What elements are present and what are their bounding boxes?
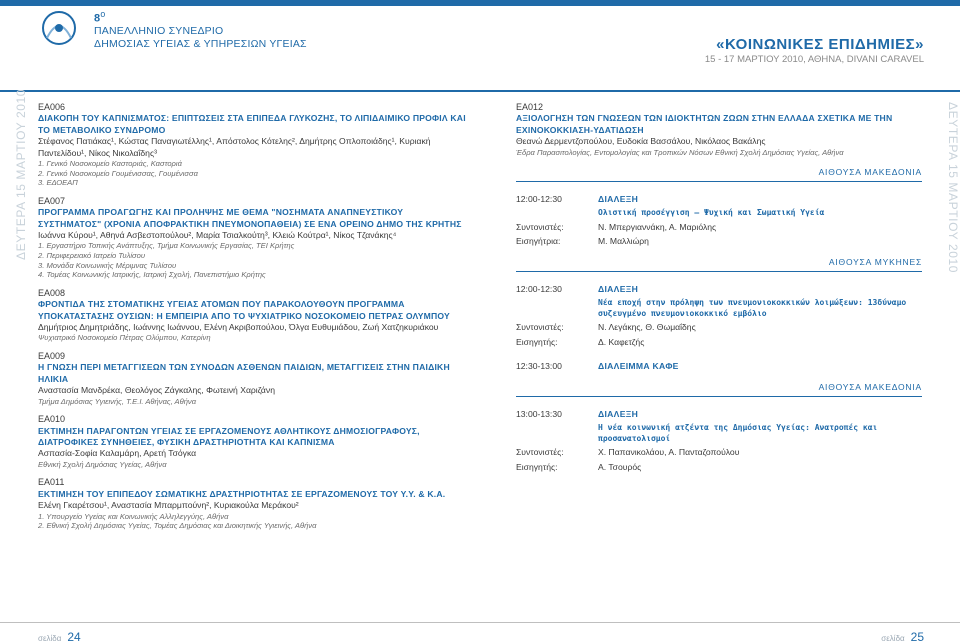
speaker: Μ. Μαλλιώρη bbox=[598, 235, 649, 246]
session-affiliation: Έδρα Παρασιτολογίας, Εντομολογίας και Τροπικών Νόσων Εθνική Σχολή Δημόσιας Υγείας, Αθήνα bbox=[516, 147, 844, 157]
session-code: ΕΑ010 bbox=[38, 414, 66, 425]
left-column bbox=[38, 102, 468, 539]
session-affiliation: 3. ΕΔΟΕΑΠ bbox=[38, 178, 78, 188]
page-number: 25 bbox=[910, 630, 924, 641]
session-affiliation: 1. Γενικό Νοσοκομείο Καστοριάς, Καστοριά bbox=[38, 159, 182, 169]
time-slot: 13:00-13:30 bbox=[516, 408, 562, 419]
session-authors: Στέφανος Πατιάκας¹, Κώστας Παναγιωτέλλης¹, Απόστολος Κότελης², Δημήτρης Οπλοποιάδης¹, Κυριακή Παντελίδου¹, Νίκος Νικολαΐδης³ bbox=[38, 136, 431, 158]
session-affiliation: 2. Εθνική Σχολή Δημόσιας Υγείας, Τομέας Δημόσιας και Διοικητικής Υγιεινής, Αθήνα bbox=[38, 521, 317, 531]
right-column bbox=[516, 102, 922, 476]
schedule-row bbox=[516, 194, 922, 205]
page-label: σελίδα bbox=[38, 634, 62, 641]
session-title: ΠΡΟΓΡΑΜΜΑ ΠΡΟΑΓΩΓΗΣ ΚΑΙ ΠΡΟΛΗΨΗΣ ΜΕ ΘΕΜΑ "ΝΟΣΗΜΑΤΑ ΑΝΑΠΝΕΥΣΤΙΚΟΥ ΣΥΣΤΗΜΑΤΟΣ" (ΧΡΟΝΙΑ ΑΠΟΦΡΑΚΤΙΚΗ ΠΝΕΥΜΟΝΟΠΑΘΕΙΑ) ΣΕ ΕΝΑ ΟΡΕΙΝΟ ΔΗΜΟ ΤΗΣ ΚΡΗΤΗΣ bbox=[38, 207, 462, 229]
side-date-right-text: ΔΕΥΤΕΡΑ 15 ΜΑΡΤΙΟΥ 2010 bbox=[946, 102, 960, 274]
coordinators: Ν. Μπεργιαννάκη, Α. Μαριόλης bbox=[598, 221, 717, 232]
session-affiliation: Εθνική Σχολή Δημόσιας Υγείας, Αθήνα bbox=[38, 459, 167, 469]
side-date-left-text: ΔΕΥΤΕΡΑ 15 ΜΑΡΤΙΟΥ 2010 bbox=[14, 88, 28, 260]
schedule-row bbox=[516, 447, 922, 458]
lecture-title: Νέα εποχή στην πρόληψη των πνευμονιοκοκκικών λοιμώξεων: 13δύναμο συζευγμένο πνευμονιοκοκκικό εμβόλιο bbox=[598, 298, 907, 318]
session-title: ΑΞΙΟΛΟΓΗΣΗ ΤΩΝ ΓΝΩΣΕΩΝ ΤΩΝ ΙΔΙΟΚΤΗΤΩΝ ΖΩΩΝ ΣΤΗΝ ΕΛΛΑΔΑ ΣΧΕΤΙΚΑ ΜΕ ΤΗΝ ΕΧΙΝΟΚΟΚΚΙΑΣΗ-ΥΔΑΤΙΔΩΣΗ bbox=[516, 113, 893, 135]
schedule-row bbox=[516, 462, 922, 473]
session-affiliation: Ψυχιατρικό Νοσοκομείο Πέτρας Ολύμπου, Κατερίνη bbox=[38, 333, 211, 343]
event-kind: ΔΙΑΛΕΞΗ bbox=[598, 408, 639, 419]
footer-divider bbox=[0, 622, 960, 623]
room-label: ΑΙΘΟΥΣΑ ΜΑΚΕΔΟΝΙΑ bbox=[516, 167, 922, 181]
lecture-title: Ολιστική προσέγγιση – Ψυχική και Σωματική Υγεία bbox=[598, 208, 825, 218]
session-ea011 bbox=[38, 477, 468, 530]
coordinators-label: Συντονιστές: bbox=[516, 221, 564, 232]
schedule-row bbox=[516, 236, 922, 247]
coordinators: Ν. Λεγάκης, Θ. Θωμαΐδης bbox=[598, 322, 696, 333]
conference-topic: «ΚΟΙΝΩΝΙΚΕΣ ΕΠΙΔΗΜΙΕΣ» bbox=[716, 36, 924, 53]
speaker: Δ. Καφετζής bbox=[598, 336, 645, 347]
page-number-right bbox=[881, 630, 924, 641]
conference-dateline: 15 - 17 ΜΑΡΤΙΟΥ 2010, ΑΘΗΝΑ, DIVANI CARAVEL bbox=[704, 54, 924, 65]
speaker-label: Εισηγητής: bbox=[516, 461, 558, 472]
session-ea010 bbox=[38, 414, 468, 469]
schedule-row bbox=[516, 361, 922, 372]
time-slot: 12:30-13:00 bbox=[516, 360, 562, 371]
session-code: ΕΑ009 bbox=[38, 351, 66, 362]
session-ea009 bbox=[38, 351, 468, 406]
session-title: Η ΓΝΩΣΗ ΠΕΡΙ ΜΕΤΑΓΓΙΣΕΩΝ ΤΩΝ ΣΥΝΟΔΩΝ ΑΣΘΕΝΩΝ ΠΑΙΔΙΩΝ, ΜΕΤΑΓΓΙΣΕΙΣ ΣΤΗΝ ΠΑΙΔΙΚΗ ΗΛΙΚΙΑ bbox=[38, 362, 450, 384]
coordinators: Χ. Παπανικολάου, Α. Πανταζοπούλου bbox=[598, 447, 740, 458]
schedule-row bbox=[516, 409, 922, 420]
coordinators-label: Συντονιστές: bbox=[516, 447, 564, 458]
session-authors: Θεανώ Δερμεντζοπούλου, Ευδοκία Βασσάλου, Νικόλαος Βακάλης bbox=[516, 136, 766, 147]
page-number-left bbox=[38, 630, 81, 641]
side-date-left bbox=[0, 88, 28, 260]
session-title: ΕΚΤΙΜΗΣΗ ΤΟΥ ΕΠΙΠΕΔΟΥ ΣΩΜΑΤΙΚΗΣ ΔΡΑΣΤΗΡΙΟΤΗΤΑΣ ΣΕ ΕΡΓΑΖΟΜΕΝΟΥΣ ΤΟΥ Υ.Υ. & Κ.Α. bbox=[38, 488, 446, 499]
session-title: ΔΙΑΚΟΠΗ ΤΟΥ ΚΑΠΝΙΣΜΑΤΟΣ: ΕΠΙΠΤΩΣΕΙΣ ΣΤΑ ΕΠΙΠΕΔΑ ΓΛΥΚΟΖΗΣ, ΤΟ ΛΙΠΙΔΑΙΜΙΚΟ ΠΡΟΦΙΛ ΚΑΙ ΤΟ ΜΕΤΑΒΟΛΙΚΟ ΣΥΝΔΡΟΜΟ bbox=[38, 113, 466, 135]
schedule-row bbox=[516, 284, 922, 295]
page-header bbox=[0, 0, 960, 78]
speaker-label: Εισηγητής: bbox=[516, 336, 558, 347]
schedule-row bbox=[516, 322, 922, 333]
lecture-block-2 bbox=[516, 284, 922, 373]
conference-logo-icon bbox=[38, 8, 80, 54]
session-ea012 bbox=[516, 102, 922, 157]
schedule-row bbox=[516, 337, 922, 348]
speaker: Α. Τσουρός bbox=[598, 461, 642, 472]
conference-name bbox=[94, 8, 307, 50]
conference-number: 8 bbox=[94, 12, 101, 25]
session-code: ΕΑ011 bbox=[38, 477, 65, 488]
session-affiliation: 1. Εργαστήριο Τοπικής Ανάπτυξης, Τμήμα Κοινωνικής Εργασίας, ΤΕΙ Κρήτης bbox=[38, 241, 295, 251]
conference-line-2: ΔΗΜΟΣΙΑΣ ΥΓΕΙΑΣ & ΥΠΗΡΕΣΙΩΝ ΥΓΕΙΑΣ bbox=[94, 37, 307, 50]
session-code: ΕΑ007 bbox=[38, 195, 66, 206]
header-divider bbox=[0, 90, 960, 92]
conference-line-1: ΠΑΝΕΛΛΗΝΙΟ ΣΥΝΕΔΡΙΟ bbox=[94, 25, 224, 37]
speaker-label: Εισηγήτρια: bbox=[516, 235, 561, 246]
session-affiliation: 4. Τομέας Κοινωνικής Ιατρικής, Ιατρική Σχολή, Πανεπιστήμιο Κρήτης bbox=[38, 270, 266, 280]
lecture-title: Η νέα κοινωνική ατζέντα της Δημόσιας Υγείας: Ανατροπές και προσανατολισμοί bbox=[598, 423, 878, 443]
schedule-row bbox=[516, 208, 922, 219]
session-affiliation: 2. Γενικό Νοσοκομείο Γουμένισσας, Γουμένισσα bbox=[38, 168, 198, 178]
session-code: ΕΑ008 bbox=[38, 287, 66, 298]
schedule-row bbox=[516, 298, 922, 319]
event-kind: ΔΙΑΛΕΙΜΜΑ ΚΑΦΕ bbox=[598, 360, 679, 371]
session-title: ΦΡΟΝΤΙΔΑ ΤΗΣ ΣΤΟΜΑΤΙΚΗΣ ΥΓΕΙΑΣ ΑΤΟΜΩΝ ΠΟΥ ΠΑΡΑΚΟΛΟΥΘΟΥΝ ΠΡΟΓΡΑΜΜΑ ΥΠΟΚΑΤΑΣΤΑΣΗΣ ΟΥΣΙΩΝ: Η ΕΜΠΕΙΡΙΑ ΑΠΟ ΤΟ ΨΥΧΙΑΤΡΙΚΟ ΝΟΣΟΚΟΜΕΙΟ ΠΕΤΡΑΣ ΟΛΥΜΠΟΥ bbox=[38, 299, 450, 321]
room-label: ΑΙΘΟΥΣΑ ΜΑΚΕΔΟΝΙΑ bbox=[516, 382, 922, 396]
session-affiliation: 2. Περιφερειακό Ιατρείο Τυλίσου bbox=[38, 251, 145, 261]
side-date-right bbox=[944, 102, 960, 274]
session-authors: Ιωάννα Κύρου¹, Αθηνά Ασβεστοπούλου², Μαρία Τσιαλκούτη³, Κλειώ Κούτρα¹, Νίκος Τζανάκης⁴ bbox=[38, 230, 397, 241]
time-slot: 12:00-12:30 bbox=[516, 283, 562, 294]
schedule-row bbox=[516, 222, 922, 233]
session-ea006 bbox=[38, 102, 468, 188]
schedule-row bbox=[516, 423, 922, 444]
session-affiliation: 1. Υπουργείο Υγείας και Κοινωνικής Αλληλεγγύης, Αθήνα bbox=[38, 511, 229, 521]
session-authors: Δημήτριος Δημητριάδης, Ιωάννης Ιωάννου, Ελένη Ακριβοπούλου, Όλγα Ευθυμιάδου, Ζωή Χατζηκυριάκου bbox=[38, 322, 439, 333]
page-label: σελίδα bbox=[881, 634, 905, 641]
coordinators-label: Συντονιστές: bbox=[516, 322, 564, 333]
lecture-block-1 bbox=[516, 194, 922, 248]
time-slot: 12:00-12:30 bbox=[516, 193, 562, 204]
page-number: 24 bbox=[67, 630, 81, 641]
lecture-block-3 bbox=[516, 409, 922, 473]
session-code: ΕΑ006 bbox=[38, 102, 66, 112]
session-authors: Αναστασία Μανδρέκα, Θεολόγος Ζάγκαλης, Φωτεινή Χαριζάνη bbox=[38, 385, 275, 396]
session-authors: Ασπασία-Σοφία Καλαμάρη, Αρετή Τσόγκα bbox=[38, 448, 197, 459]
session-ea008 bbox=[38, 288, 468, 343]
conference-number-suffix: ο bbox=[100, 9, 106, 19]
session-authors: Ελένη Γκαρέτσου¹, Αναστασία Μπαρμπούνη², Κυριακούλα Μεράκου² bbox=[38, 500, 299, 511]
session-code: ΕΑ012 bbox=[516, 102, 544, 112]
session-title: ΕΚΤΙΜΗΣΗ ΠΑΡΑΓΟΝΤΩΝ ΥΓΕΙΑΣ ΣΕ ΕΡΓΑΖΟΜΕΝΟΥΣ ΑΘΛΗΤΙΚΟΥΣ ΔΗΜΟΣΙΟΓΡΑΦΟΥΣ, ΔΙΑΤΡΟΦΙΚΕΣ ΣΥΝΗΘΕΙΕΣ, ΦΥΣΙΚΗ ΔΡΑΣΤΗΡΙΟΤΗΤΑ ΚΑΙ ΚΑΠΝΙΣΜΑ bbox=[38, 425, 420, 448]
header-band bbox=[0, 0, 960, 6]
session-affiliation: 3. Μονάδα Κοινωνικής Μέριμνας Τυλίσου bbox=[38, 260, 177, 270]
session-ea007 bbox=[38, 196, 468, 280]
session-affiliation: Τμήμα Δημόσιας Υγιεινής, Τ.Ε.Ι. Αθήνας, Αθήνα bbox=[38, 396, 197, 406]
room-label: ΑΙΘΟΥΣΑ ΜΥΚΗΝΕΣ bbox=[516, 257, 922, 271]
event-kind: ΔΙΑΛΕΞΗ bbox=[598, 193, 639, 204]
event-kind: ΔΙΑΛΕΞΗ bbox=[598, 283, 639, 294]
